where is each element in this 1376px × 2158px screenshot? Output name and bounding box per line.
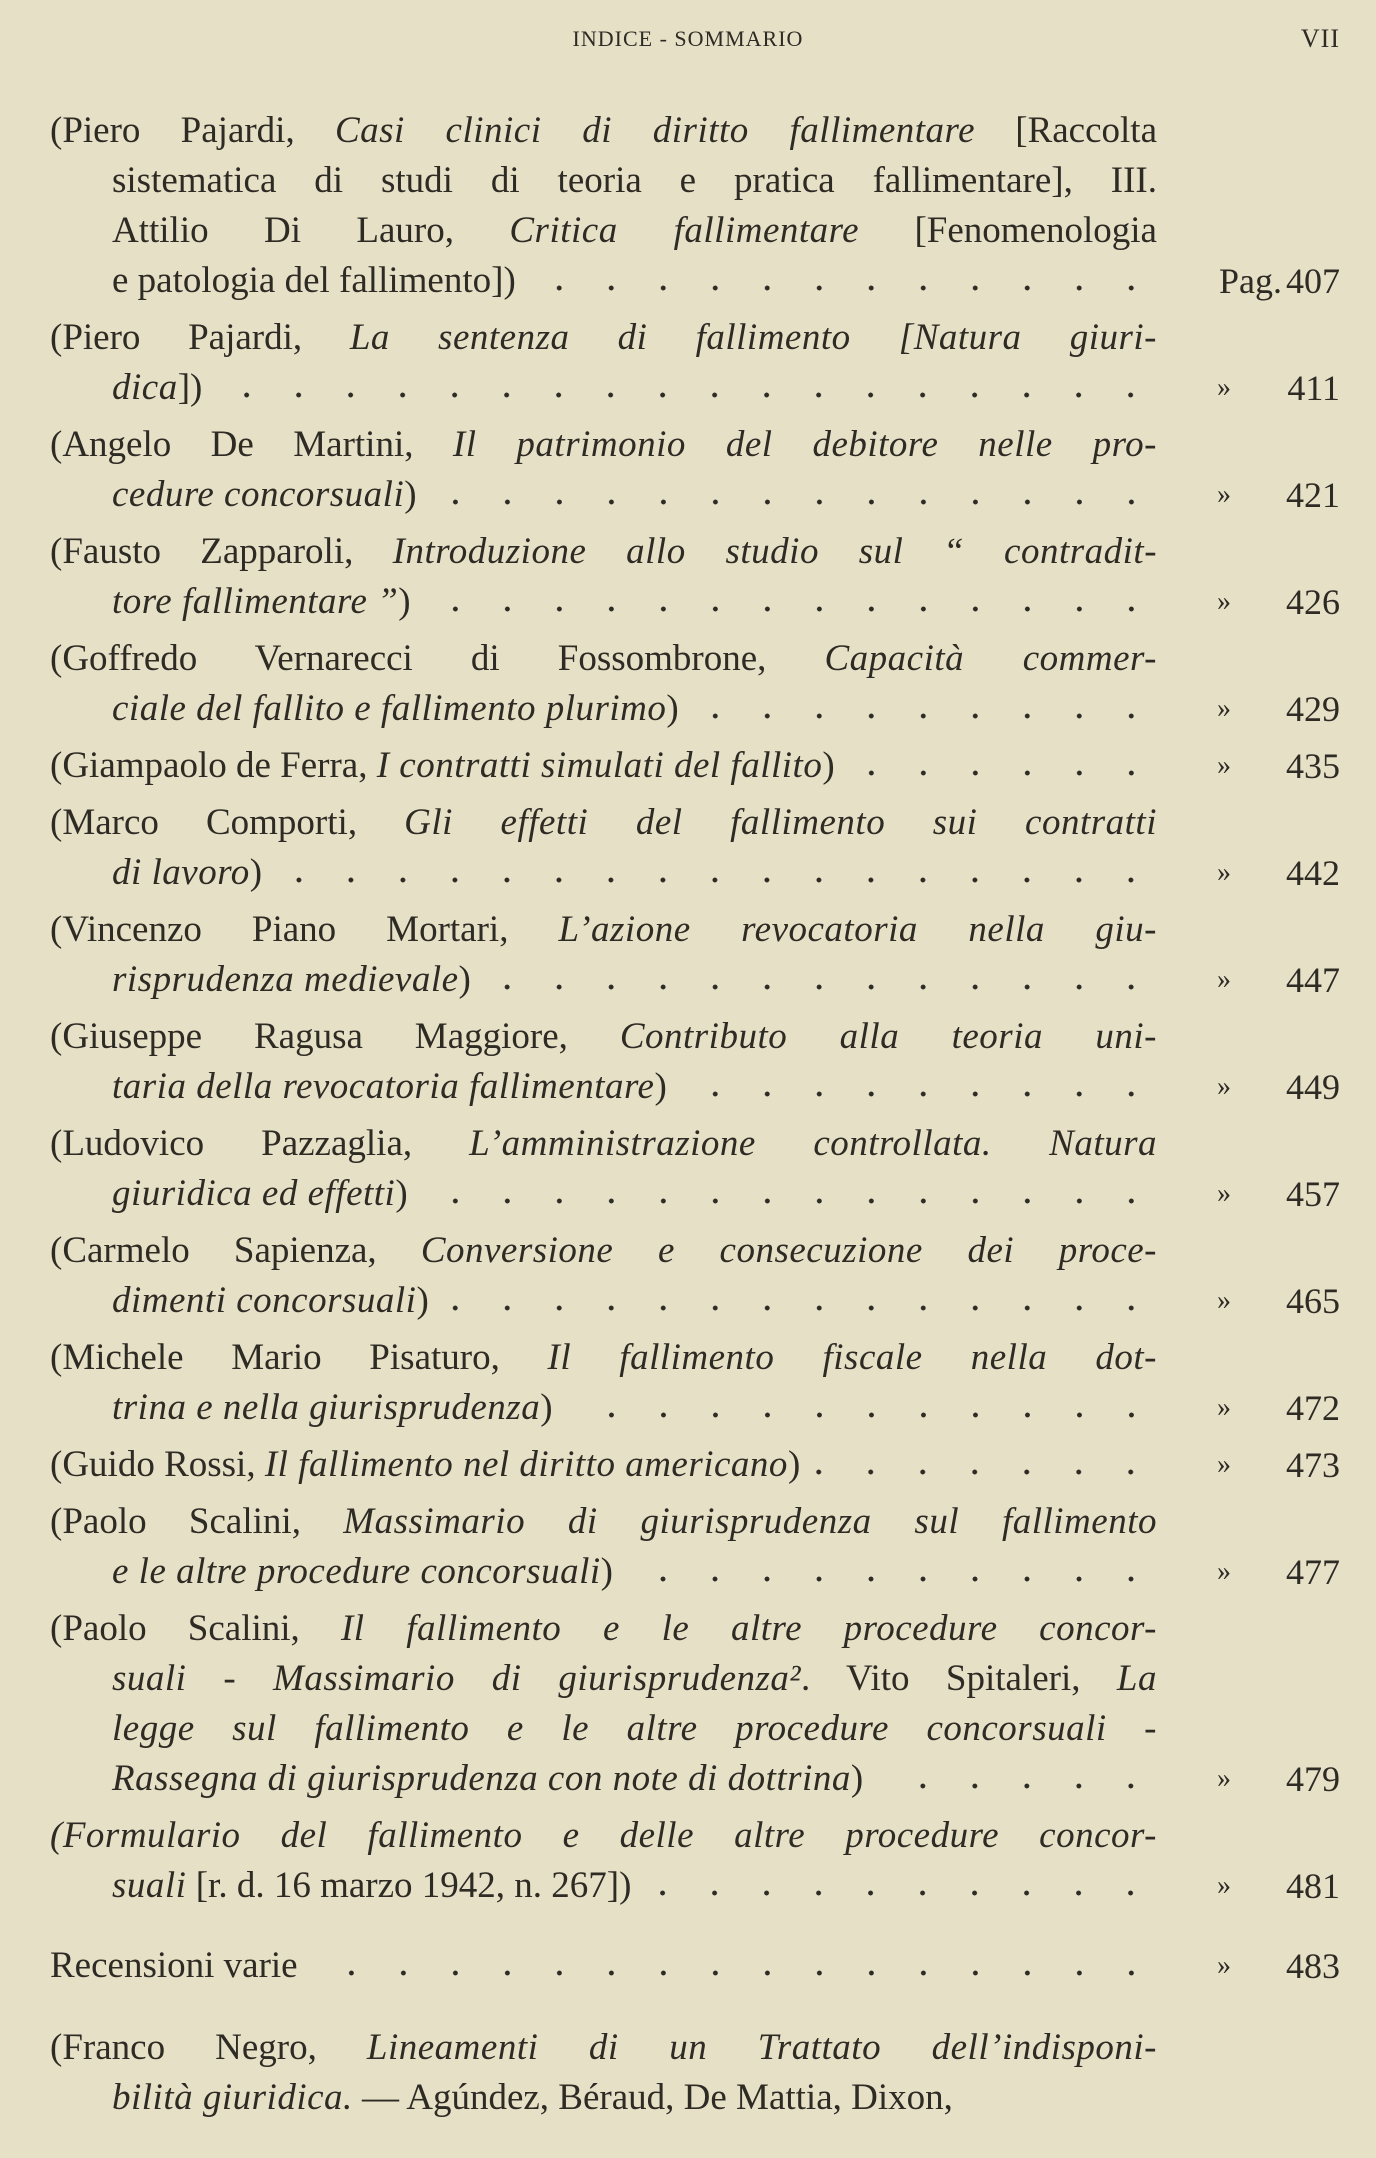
- dot-leader: [691, 711, 1157, 721]
- author-text: ): [540, 1387, 553, 1428]
- author-text: (Giuseppe Ragusa Maggiore,: [50, 1016, 620, 1057]
- dot-leader: [679, 1089, 1157, 1099]
- toc-entry: [0, 798, 1376, 898]
- page-number: 483: [1286, 1946, 1340, 1986]
- toc-line-text: [50, 1815, 1157, 1856]
- toc-line-text: [112, 160, 1157, 201]
- italic-title-text: I contratti simulati del fallito: [376, 745, 823, 786]
- italic-title-text: Rassegna di giurisprudenza con note di dottrina: [112, 1758, 851, 1799]
- page-reference: [1195, 1169, 1340, 1219]
- dot-leader: [812, 1467, 1157, 1477]
- toc-line-text: [50, 1941, 298, 1991]
- italic-title-text: legge sul fallimento e le altre procedure concorsuali -: [112, 1708, 1157, 1749]
- toc-line-text: [112, 1276, 429, 1326]
- toc-entry: [0, 905, 1376, 1005]
- dot-leader: [643, 1888, 1157, 1898]
- toc-line-text: [112, 684, 679, 734]
- toc-line: [0, 420, 1157, 470]
- page-prefix: »: [1217, 372, 1231, 403]
- page-reference: [1195, 1547, 1340, 1597]
- page-prefix: »: [1217, 1178, 1231, 1209]
- toc-line: [0, 470, 1340, 520]
- toc-entry: [0, 1119, 1376, 1219]
- page-number: 473: [1286, 1445, 1340, 1485]
- author-text: ): [850, 1758, 864, 1799]
- author-text: ): [654, 1066, 667, 1107]
- toc-entry: [0, 1811, 1376, 1911]
- page-number: 429: [1286, 689, 1340, 729]
- page-reference: [1195, 256, 1340, 306]
- toc-line: [0, 1276, 1340, 1326]
- italic-title-text: suali: [112, 1865, 187, 1906]
- toc-line-text: [112, 1861, 631, 1911]
- italic-title-text: bilità giuridica.: [112, 2077, 353, 2118]
- author-text: (Piero Pajardi,: [50, 317, 350, 358]
- toc-line-text: [50, 741, 835, 791]
- toc-line: [0, 527, 1157, 577]
- page-prefix: »: [1217, 1556, 1231, 1587]
- dot-leader: [528, 283, 1157, 293]
- author-text: ]): [177, 367, 203, 408]
- header-page-number: VII: [1300, 24, 1340, 53]
- italic-title-text: ciale del fallito e fallimento plurimo: [112, 688, 667, 729]
- toc-entry: [0, 106, 1376, 306]
- toc-entry: [0, 1012, 1376, 1112]
- toc-line-text: [112, 1754, 863, 1804]
- toc-entry: [0, 1497, 1376, 1597]
- italic-title-text: Lineamenti di un Trattato dell’indisponi-: [366, 2027, 1157, 2068]
- page-prefix: »: [1217, 693, 1231, 724]
- page-prefix: »: [1217, 750, 1231, 781]
- toc-line-text: [112, 1658, 1157, 1699]
- toc-line: [0, 1547, 1340, 1597]
- author-text: — Agúndez, Béraud, De Mattia, Dixon,: [352, 2077, 953, 2118]
- italic-title-text: Il fallimento nel diritto americano: [264, 1444, 788, 1485]
- toc-line-text: [50, 1123, 1157, 1164]
- toc-line-text: [112, 1383, 553, 1433]
- toc-line-text: [112, 2077, 953, 2118]
- dot-leader: [875, 1781, 1157, 1791]
- toc-line-text: [50, 1440, 800, 1490]
- toc-line: [0, 1169, 1340, 1219]
- author-text: ): [822, 745, 835, 786]
- page-number: 472: [1286, 1388, 1340, 1428]
- author-text: (Guido Rossi,: [50, 1444, 265, 1485]
- toc-line-text: [50, 424, 1157, 465]
- page-number: 411: [1287, 368, 1340, 408]
- toc-line: [0, 1012, 1157, 1062]
- toc-line-text: [50, 110, 1157, 151]
- toc-line: [0, 1861, 1340, 1911]
- author-text: (Angelo De Martini,: [50, 424, 453, 465]
- toc-line: [0, 1226, 1157, 1276]
- toc-line: [0, 1704, 1157, 1754]
- page-prefix: »: [1217, 1763, 1231, 1794]
- toc-entry: [0, 313, 1376, 413]
- page-number: 481: [1286, 1866, 1340, 1906]
- author-text: ): [249, 852, 263, 893]
- toc-line-text: [50, 1016, 1157, 1057]
- italic-title-text: di lavoro: [112, 852, 250, 893]
- page-prefix: »: [1217, 857, 1231, 888]
- page-prefix: »: [1217, 1950, 1231, 1981]
- italic-title-text: taria della revocatoria fallimentare: [112, 1066, 655, 1107]
- italic-title-text: suali - Massimario di giurisprudenza²: [112, 1658, 802, 1699]
- toc-line: [0, 106, 1157, 156]
- dot-leader: [625, 1574, 1157, 1584]
- author-text: (Goffredo Vernarecci di Fossombrone,: [50, 638, 825, 679]
- italic-title-text: (Formulario del fallimento e delle altre procedure concor-: [50, 1815, 1157, 1856]
- italic-title-text: dimenti concorsuali: [112, 1280, 417, 1321]
- page-reference: [1195, 577, 1340, 627]
- toc-line: [0, 313, 1157, 363]
- italic-title-text: Conversione e consecuzione dei proce-: [420, 1230, 1157, 1271]
- italic-title-text: dica: [112, 367, 178, 408]
- author-text: (Michele Mario Pisaturo,: [50, 1337, 548, 1378]
- toc-line-text: [50, 909, 1157, 950]
- toc-line-text: [112, 256, 516, 306]
- toc-line: [0, 1604, 1157, 1654]
- italic-title-text: Il fallimento fiscale nella dot-: [547, 1337, 1157, 1378]
- author-text: [Raccolta: [975, 110, 1157, 151]
- toc-entry: [0, 741, 1376, 791]
- toc-line-text: [50, 2027, 1157, 2068]
- toc-line: [0, 955, 1340, 1005]
- author-text: (Carmelo Sapienza,: [50, 1230, 421, 1271]
- toc-line-text: [50, 1230, 1157, 1271]
- page-reference: [1195, 470, 1340, 520]
- author-text: (Franco Negro,: [50, 2027, 367, 2068]
- toc-line-text: [112, 1708, 1157, 1749]
- italic-title-text: Massimario di giurisprudenza sul fallimento: [343, 1501, 1157, 1542]
- italic-title-text: trina e nella giurisprudenza: [112, 1387, 541, 1428]
- page-prefix: Pag.: [1219, 261, 1282, 301]
- dot-leader: [429, 497, 1157, 507]
- page-number: 479: [1286, 1759, 1340, 1799]
- toc-line: [0, 1941, 1340, 1991]
- toc-line: [0, 1119, 1157, 1169]
- page-prefix: »: [1217, 964, 1231, 995]
- italic-title-text: risprudenza medievale: [112, 959, 459, 1000]
- toc-line: [0, 741, 1340, 791]
- toc-line: [0, 1383, 1340, 1433]
- toc-line-text: [50, 1608, 1157, 1649]
- page-prefix: »: [1217, 586, 1231, 617]
- toc-entry: [0, 1226, 1376, 1326]
- page-reference: [1195, 1941, 1340, 1991]
- toc-line: [0, 156, 1157, 206]
- author-text: ): [395, 1173, 408, 1214]
- page-reference: [1195, 1754, 1340, 1804]
- page-number: 457: [1286, 1174, 1340, 1214]
- toc-entry: [0, 420, 1376, 520]
- toc-line: [0, 363, 1340, 413]
- author-text: ): [787, 1444, 801, 1485]
- toc-line: [0, 1654, 1157, 1704]
- toc-line-text: [112, 955, 471, 1005]
- author-text: ): [398, 581, 411, 622]
- page-number: 465: [1286, 1281, 1340, 1321]
- toc-entry: [0, 634, 1376, 734]
- dot-leader: [565, 1410, 1157, 1420]
- toc-line: [0, 634, 1157, 684]
- author-text: Attilio Di Lauro,: [112, 210, 510, 251]
- toc-line: [0, 1062, 1340, 1112]
- author-text: ): [666, 688, 679, 729]
- toc-line-text: [112, 848, 262, 898]
- author-text: sistematica di studi di teoria e pratica fallimentare], III.: [112, 160, 1157, 201]
- italic-title-text: e le altre procedure concorsuali: [112, 1551, 601, 1592]
- italic-title-text: L’azione revocatoria nella giu-: [558, 909, 1157, 950]
- dot-leader: [441, 1303, 1157, 1313]
- italic-title-text: tore fallimentare ”: [112, 581, 399, 622]
- toc-line: [0, 798, 1157, 848]
- page-reference: [1195, 1861, 1340, 1911]
- toc-line-text: [112, 210, 1157, 251]
- page-reference: [1195, 1062, 1340, 1112]
- toc-line-text: [112, 577, 411, 627]
- italic-title-text: cedure concorsuali: [112, 474, 405, 515]
- toc-line-text: [50, 1337, 1157, 1378]
- author-text: ): [416, 1280, 429, 1321]
- italic-title-text: Introduzione allo studio sul “ contradit-: [392, 531, 1157, 572]
- toc-line: [0, 577, 1340, 627]
- toc-line-text: [50, 802, 1157, 843]
- page-reference: [1195, 1440, 1340, 1490]
- toc-line: [0, 905, 1157, 955]
- toc-section-entry: [0, 1941, 1376, 1991]
- author-text: (Paolo Scalini,: [50, 1501, 344, 1542]
- toc-entry: [0, 1333, 1376, 1433]
- toc-line: [0, 2023, 1157, 2073]
- dot-leader: [310, 1968, 1157, 1978]
- author-text: ): [600, 1551, 613, 1592]
- dot-leader: [483, 982, 1157, 992]
- author-text: e patologia del fallimento]): [112, 260, 516, 301]
- toc-line-text: [50, 638, 1157, 679]
- page-number: 421: [1286, 475, 1340, 515]
- author-text: . Vito Spitaleri,: [801, 1658, 1117, 1699]
- author-text: [Fenomenologia: [859, 210, 1157, 251]
- page-prefix: »: [1217, 1870, 1231, 1901]
- toc-line-text: [112, 1169, 408, 1219]
- italic-title-text: Contributo alla teoria uni-: [619, 1016, 1157, 1057]
- toc-entry: [0, 2023, 1376, 2123]
- dot-leader: [420, 1196, 1157, 1206]
- dot-leader: [274, 875, 1157, 885]
- italic-title-text: Il patrimonio del debitore nelle pro-: [452, 424, 1157, 465]
- page-reference: [1195, 955, 1340, 1005]
- italic-title-text: Capacità commer-: [824, 638, 1157, 679]
- toc-line: [0, 1333, 1157, 1383]
- header-title: INDICE - SOMMARIO: [572, 26, 804, 51]
- page-number: 442: [1286, 853, 1340, 893]
- author-text: (Marco Comporti,: [50, 802, 405, 843]
- toc-line-text: [112, 1062, 667, 1112]
- italic-title-text: Casi clinici di diritto fallimentare: [334, 110, 976, 151]
- page-reference: [1195, 1383, 1340, 1433]
- author-text: (Piero Pajardi,: [50, 110, 335, 151]
- dot-leader: [423, 604, 1157, 614]
- page-prefix: »: [1217, 1285, 1231, 1316]
- author-text: [r. d. 16 marzo 1942, n. 267]): [186, 1865, 632, 1906]
- toc-line: [0, 1811, 1157, 1861]
- page-prefix: »: [1217, 1392, 1231, 1423]
- toc-line: [0, 1497, 1157, 1547]
- toc-line: [0, 256, 1340, 306]
- page-number: 407: [1286, 261, 1340, 301]
- italic-title-text: La: [1116, 1658, 1157, 1699]
- author-text: Recensioni varie: [50, 1945, 298, 1986]
- toc-line-text: [112, 363, 202, 413]
- author-text: ): [458, 959, 471, 1000]
- page-reference: [1195, 363, 1340, 413]
- dot-leader: [847, 768, 1157, 778]
- page-number: 435: [1286, 746, 1340, 786]
- toc-line-text: [112, 470, 417, 520]
- toc-entry: [0, 1440, 1376, 1490]
- page-number: 477: [1286, 1552, 1340, 1592]
- page-reference: [1195, 741, 1340, 791]
- page-number: 449: [1286, 1067, 1340, 1107]
- page-number: 447: [1286, 960, 1340, 1000]
- page-reference: [1195, 848, 1340, 898]
- toc-line: [0, 848, 1340, 898]
- italic-title-text: giuridica ed effetti: [112, 1173, 396, 1214]
- toc-line: [0, 206, 1157, 256]
- toc-entry: [0, 527, 1376, 627]
- toc-line: [0, 684, 1340, 734]
- toc-line-text: [50, 531, 1157, 572]
- author-text: (Giampaolo de Ferra,: [50, 745, 377, 786]
- toc-line: [0, 1754, 1340, 1804]
- page-prefix: »: [1217, 1071, 1231, 1102]
- table-of-contents: [0, 106, 1376, 2130]
- dot-leader: [214, 390, 1157, 400]
- author-text: ): [404, 474, 417, 515]
- toc-line-text: [112, 1547, 613, 1597]
- page-reference: [1195, 1276, 1340, 1326]
- toc-line: [0, 1440, 1340, 1490]
- toc-line-text: [50, 1501, 1157, 1542]
- toc-line: [0, 2073, 1157, 2123]
- page-reference: [1195, 684, 1340, 734]
- running-header: [0, 22, 1376, 58]
- author-text: (Paolo Scalini,: [50, 1608, 341, 1649]
- toc-line-text: [50, 317, 1157, 358]
- page-prefix: »: [1217, 1449, 1231, 1480]
- page-number: 426: [1286, 582, 1340, 622]
- toc-entry: [0, 1604, 1376, 1804]
- italic-title-text: Critica fallimentare: [509, 210, 860, 251]
- italic-title-text: Gli effetti del fallimento sui contratti: [404, 802, 1157, 843]
- italic-title-text: La sentenza di fallimento [Natura giuri-: [349, 317, 1157, 358]
- page-prefix: »: [1217, 479, 1231, 510]
- author-text: (Fausto Zapparoli,: [50, 531, 393, 572]
- author-text: (Vincenzo Piano Mortari,: [50, 909, 559, 950]
- italic-title-text: Il fallimento e le altre procedure concor-: [340, 1608, 1157, 1649]
- italic-title-text: L’amministrazione controllata. Natura: [469, 1123, 1157, 1164]
- author-text: (Ludovico Pazzaglia,: [50, 1123, 470, 1164]
